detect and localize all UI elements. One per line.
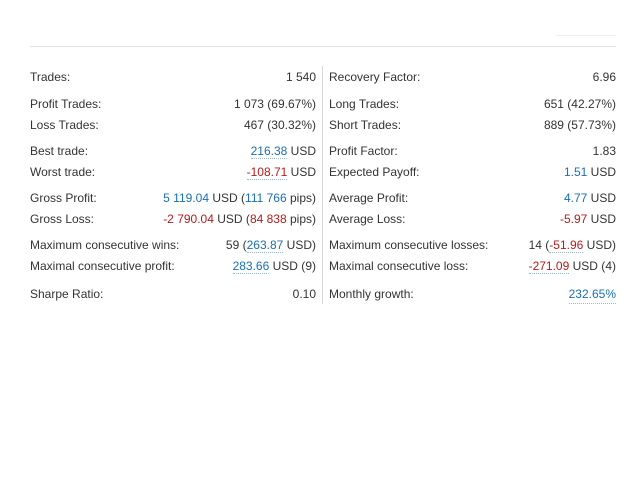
stat-label: Short Trades: bbox=[329, 118, 402, 132]
stat-label: Average Loss: bbox=[329, 212, 406, 226]
stat-maximal-consecutive-profit bbox=[30, 257, 316, 275]
stat-gross-profit bbox=[30, 189, 316, 207]
stat-value bbox=[564, 189, 616, 207]
stat-label: Maximal consecutive profit: bbox=[30, 259, 175, 273]
stat-label: Trades: bbox=[30, 70, 71, 84]
average-profit-amount: 4.77 bbox=[563, 191, 588, 205]
stat-long-trades bbox=[329, 95, 616, 113]
stat-label: Maximum consecutive losses: bbox=[329, 238, 489, 252]
stat-label: Profit Trades: bbox=[30, 97, 102, 111]
stat-label: Loss Trades: bbox=[30, 118, 99, 132]
stat-value bbox=[560, 210, 616, 228]
stat-recovery-factor bbox=[329, 68, 616, 86]
count: 14 bbox=[528, 238, 542, 252]
stat-label: Expected Payoff: bbox=[329, 165, 420, 179]
best-trade-amount[interactable]: 216.38 bbox=[250, 144, 288, 158]
stat-short-trades bbox=[329, 116, 616, 134]
max-profit-amount[interactable]: 283.66 bbox=[232, 259, 270, 273]
top-divider bbox=[30, 46, 616, 47]
stat-profit-factor bbox=[329, 142, 616, 160]
stat-loss-trades bbox=[30, 116, 316, 134]
stat-value: 283.66 USD (9) bbox=[232, 259, 316, 273]
currency: USD bbox=[290, 165, 316, 179]
stat-value: 1 540 bbox=[285, 70, 316, 84]
gross-profit-amount: 5 119.04 bbox=[163, 191, 209, 205]
count: 4 bbox=[605, 259, 612, 273]
average-loss-amount: -5.97 bbox=[559, 212, 588, 226]
stat-label: Recovery Factor: bbox=[329, 70, 421, 84]
currency: USD bbox=[272, 259, 298, 273]
stat-value: 1 073 (69.67%) bbox=[233, 97, 316, 111]
currency: USD bbox=[590, 191, 616, 205]
stat-value bbox=[247, 163, 316, 181]
stat-label: Worst trade: bbox=[30, 165, 96, 179]
monthly-growth-value[interactable]: 232.65% bbox=[569, 285, 616, 304]
stat-max-consecutive-losses bbox=[329, 236, 616, 254]
stat-gross-loss bbox=[30, 210, 316, 228]
stat-profit-trades bbox=[30, 95, 316, 113]
count: 9 bbox=[305, 259, 312, 273]
pips-unit: pips bbox=[289, 212, 312, 226]
currency: USD bbox=[590, 165, 616, 179]
expected-payoff-amount: 1.51 bbox=[563, 165, 588, 179]
stat-max-consecutive-wins bbox=[30, 236, 316, 254]
currency: USD bbox=[212, 191, 238, 205]
stat-sharpe-ratio bbox=[30, 285, 316, 303]
stat-value: 5 119.04 USD (111 766 pips) bbox=[163, 191, 316, 205]
max-losses-amount[interactable]: -51.96 bbox=[549, 238, 584, 252]
stat-value bbox=[564, 163, 616, 181]
stat-worst-trade bbox=[30, 163, 316, 181]
stat-value: 14 (-51.96 USD) bbox=[528, 238, 616, 252]
stat-label: Profit Factor: bbox=[329, 144, 398, 158]
stat-average-loss bbox=[329, 210, 616, 228]
stat-value: 651 (42.27%) bbox=[543, 97, 616, 111]
gross-profit-pips: 111 766 bbox=[245, 191, 287, 205]
stat-value: 0.10 bbox=[292, 287, 316, 301]
stat-value: -271.09 USD (4) bbox=[528, 259, 616, 273]
pips-unit: pips bbox=[289, 191, 312, 205]
stat-value: 59 (263.87 USD) bbox=[225, 238, 316, 252]
stat-label: Best trade: bbox=[30, 144, 89, 158]
stat-label: Sharpe Ratio: bbox=[30, 287, 104, 301]
stat-average-profit bbox=[329, 189, 616, 207]
stat-expected-payoff bbox=[329, 163, 616, 181]
stat-label: Monthly growth: bbox=[329, 287, 414, 301]
max-wins-amount[interactable]: 263.87 bbox=[246, 238, 284, 252]
worst-trade-amount[interactable]: -108.71 bbox=[246, 165, 288, 179]
stat-best-trade bbox=[30, 142, 316, 160]
header-edge bbox=[556, 35, 616, 36]
currency: USD bbox=[290, 144, 316, 158]
stat-label: Average Profit: bbox=[329, 191, 409, 205]
stat-value: 6.96 bbox=[592, 70, 616, 84]
column-divider bbox=[322, 66, 323, 304]
max-loss-amount[interactable]: -271.09 bbox=[528, 259, 570, 273]
count: 59 bbox=[225, 238, 240, 252]
stat-value: 889 (57.73%) bbox=[543, 118, 616, 132]
currency: USD bbox=[586, 238, 612, 252]
currency: USD bbox=[572, 259, 598, 273]
stat-value: 1.83 bbox=[592, 144, 616, 158]
stat-label: Long Trades: bbox=[329, 97, 400, 111]
stat-label: Maximum consecutive wins: bbox=[30, 238, 180, 252]
currency: USD bbox=[590, 212, 616, 226]
currency: USD bbox=[217, 212, 243, 226]
gross-loss-pips: 84 838 bbox=[249, 212, 287, 226]
stat-value bbox=[251, 142, 316, 160]
stat-value: 467 (30.32%) bbox=[243, 118, 316, 132]
stat-label: Maximal consecutive loss: bbox=[329, 259, 469, 273]
stat-value: -2 790.04 USD (84 838 pips) bbox=[163, 212, 316, 226]
stat-monthly-growth bbox=[329, 285, 616, 303]
stat-trades bbox=[30, 68, 316, 86]
currency: USD bbox=[286, 238, 312, 252]
stat-label: Gross Profit: bbox=[30, 191, 97, 205]
gross-loss-amount: -2 790.04 bbox=[163, 212, 214, 226]
stat-maximal-consecutive-loss bbox=[329, 257, 616, 275]
stat-label: Gross Loss: bbox=[30, 212, 95, 226]
